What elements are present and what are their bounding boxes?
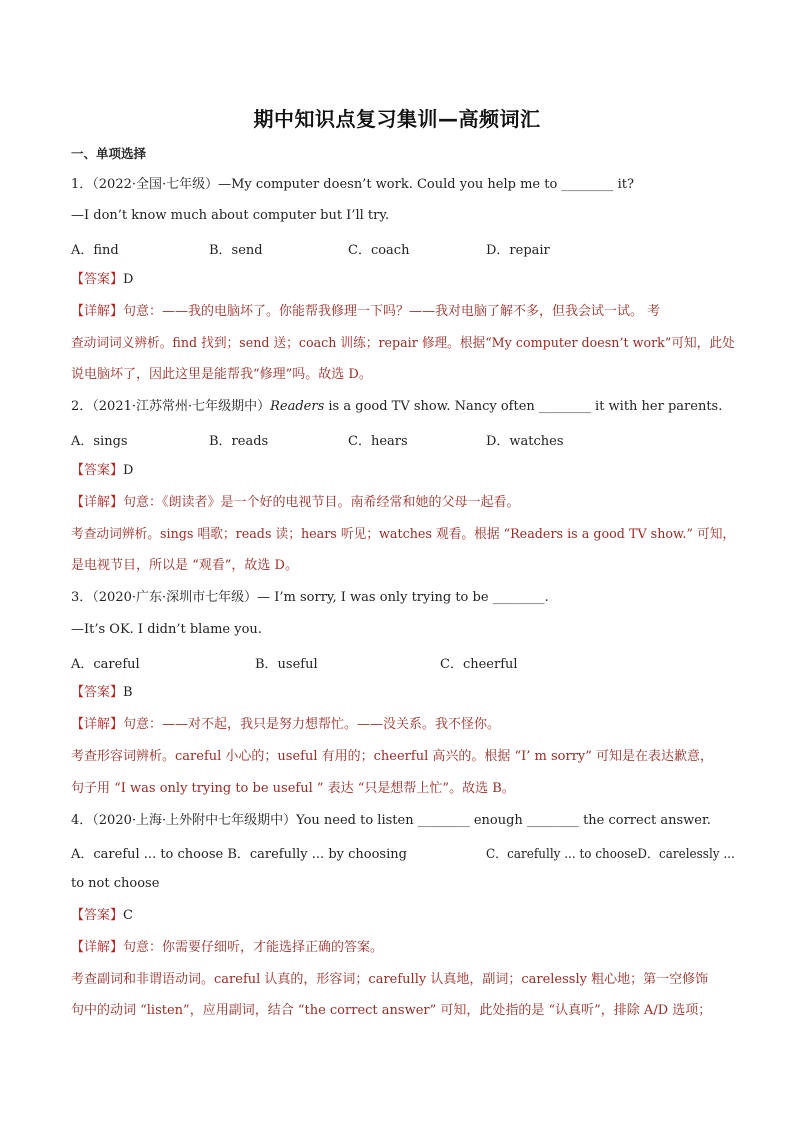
detail-tag: 【详解】 bbox=[71, 717, 124, 732]
q1-option-d: D．repair bbox=[486, 243, 550, 258]
answer-tag: 【答案】 bbox=[71, 463, 124, 478]
q4-option-ab: A．careful ... to choose B．carefully ... by choosing bbox=[71, 847, 407, 862]
q3-detail-2: 考查形容词辨析。careful 小心的；useful 有用的；cheerful 高兴的。根据 “I’ m sorry” 可知是在表达歉意， bbox=[71, 749, 714, 764]
q2-option-d: D．watches bbox=[486, 434, 564, 449]
q3-stem: 3．（2020·广东·深圳市七年级）— I’m sorry, I was only trying to be ________. bbox=[71, 590, 549, 605]
answer-tag: 【答案】 bbox=[71, 908, 124, 923]
q4-option-cd: C．carefully ... to chooseD．carelessly ... bbox=[486, 847, 735, 862]
q2-prefix: 2．（2021·江苏常州·七年级期中） bbox=[71, 399, 271, 414]
q2-answer bbox=[71, 462, 731, 480]
answer-value: B bbox=[123, 685, 133, 700]
q4-detail-1 bbox=[71, 939, 731, 957]
q4-detail-3: 句中的动词 “listen”，应用副词，结合 “the correct answer” 可知，此处指的是 “认真听”，排除 A/D 选项； bbox=[71, 1003, 712, 1018]
q2-stem bbox=[71, 398, 731, 416]
detail-tag: 【详解】 bbox=[71, 304, 124, 319]
q1-answer bbox=[71, 271, 731, 289]
page-title: 期中知识点复习集训—高频词汇 bbox=[253, 107, 541, 131]
q2-option-a: A．sings bbox=[71, 434, 128, 449]
q1-option-b: B．send bbox=[209, 243, 263, 258]
q4-answer bbox=[71, 907, 731, 925]
q2-detail-1 bbox=[71, 494, 731, 512]
answer-value: C bbox=[123, 908, 133, 923]
q3-stem-2: —It’s OK. I didn’t blame you. bbox=[71, 622, 262, 637]
q1-detail-3: 说电脑坏了，因此这里是能帮我“修理”吗。故选 D。 bbox=[71, 367, 372, 382]
q1-option-c: C．coach bbox=[348, 243, 410, 258]
q3-option-a: A．careful bbox=[71, 657, 140, 672]
q2-rest: is a good TV show. Nancy often ________ it with her parents. bbox=[324, 399, 723, 414]
q3-option-c: C．cheerful bbox=[440, 657, 518, 672]
q2-option-c: C．hears bbox=[348, 434, 408, 449]
q4-option-d-cont: to not choose bbox=[71, 876, 160, 891]
q4-stem: 4．（2020·上海·上外附中七年级期中）You need to listen ________ enough ________ the correct answer. bbox=[71, 813, 711, 828]
q1-stem-2: —I don’t know much about computer but I’ll try. bbox=[71, 208, 390, 223]
q1-stem: 1．（2022·全国·七年级）—My computer doesn’t work. Could you help me to ________ it? bbox=[71, 177, 634, 192]
q3-answer bbox=[71, 684, 731, 702]
q3-option-b: B．useful bbox=[255, 657, 318, 672]
answer-tag: 【答案】 bbox=[71, 685, 124, 700]
q1-detail-2: 查动词词义辨析。find 找到；send 送；coach 训练；repair 修理。根据“My computer doesn’t work”可知，此处 bbox=[71, 336, 735, 351]
answer-value: D bbox=[123, 463, 134, 478]
q1-detail-1 bbox=[71, 303, 731, 321]
q2-detail-2: 考查动词辨析。sings 唱歌；reads 读；hears 听见；watches 观看。根据 “Readers is a good TV show.” 可知， bbox=[71, 527, 736, 542]
detail-tag: 【详解】 bbox=[71, 495, 124, 510]
detail-text: 句意：《朗读者》是一个好的电视节目。南希经常和她的父母一起看。 bbox=[123, 495, 520, 510]
detail-text: 句意：——我的电脑坏了。你能帮我修理一下吗？——我对电脑了解不多，但我会试一试。 考 bbox=[123, 304, 661, 319]
detail-text: 句意：——对不起，我只是努力想帮忙。——没关系。我不怪你。 bbox=[123, 717, 501, 732]
q1-option-a: A．find bbox=[71, 243, 119, 258]
answer-value: D bbox=[123, 272, 134, 287]
detail-tag: 【详解】 bbox=[71, 940, 124, 955]
q2-detail-3: 是电视节目，所以是 “观看”，故选 D。 bbox=[71, 558, 298, 573]
q4-detail-2: 考查副词和非谓语动词。careful 认真的，形容词；carefully 认真地，副词；carelessly 粗心地；第一空修饰 bbox=[71, 972, 709, 987]
q3-detail-1 bbox=[71, 716, 731, 734]
detail-text: 句意：你需要仔细听，才能选择正确的答案。 bbox=[123, 940, 384, 955]
section-heading: 一、单项选择 bbox=[71, 146, 147, 161]
q3-detail-3: 句子用 “I was only trying to be useful ” 表达 “只是想帮上忙”。故选 B。 bbox=[71, 781, 515, 796]
q2-italic-title: Readers bbox=[270, 399, 325, 414]
answer-tag: 【答案】 bbox=[71, 272, 124, 287]
q2-option-b: B．reads bbox=[209, 434, 269, 449]
